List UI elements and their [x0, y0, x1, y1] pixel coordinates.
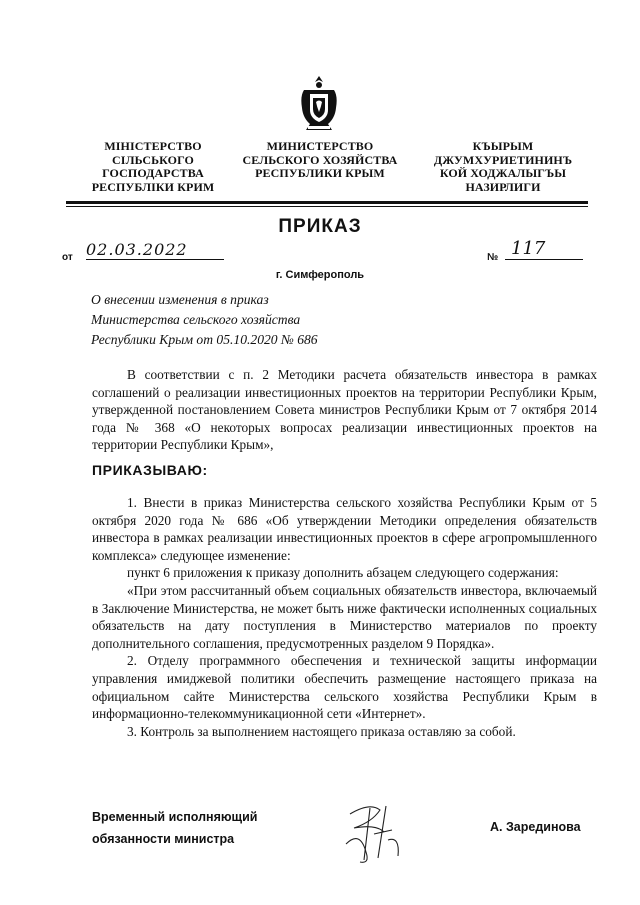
header-divider-thin [66, 206, 588, 207]
signatory-name: А. Зарединова [490, 820, 581, 834]
header-line: КОЙ ХОДЖАЛЫГЪЫ [439, 166, 567, 180]
signatory-title-line: обязанности министра [92, 832, 235, 846]
header-crimean-tatar [418, 140, 588, 194]
document-title: ПРИКАЗ [278, 216, 362, 237]
document-city: г. Симферополь [275, 269, 365, 281]
header-line: СЕЛЬСКОГО ХОЗЯЙСТВА [242, 152, 398, 167]
order-paragraphs [92, 494, 597, 740]
preamble-block [92, 366, 597, 454]
paragraph-1-clause: пункт 6 приложения к приказу дополнить абзацем следующего содержания: [127, 565, 559, 581]
header-line: ГОСПОДАРСТВА [102, 166, 204, 180]
header-line: КЪЫРЫМ [472, 139, 534, 153]
document-number: 117 [505, 238, 583, 260]
document-date: 02.03.2022 [86, 240, 224, 260]
crimea-coat-of-arms-icon [296, 74, 342, 134]
header-russian [232, 140, 408, 181]
header-line: МИНИСТЕРСТВО [266, 139, 374, 153]
header-line: РЕСПУБЛІКИ КРИМ [91, 179, 215, 194]
header-line: СІЛЬСЬКОГО [112, 152, 194, 167]
paragraph-1-quote: «При этом рассчитанный объем социальных обязательств инвестора, включаемый в Заключение Министерства, не может быть ниже фактически исполненных социальных обязательств на дату поступления в Министерство материалов по проекту дополнительного соглашения, предусмотренных разделом 9 Порядка». [92, 582, 597, 651]
order-word: ПРИКАЗЫВАЮ: [92, 462, 208, 478]
preamble-text: В соответствии с п. 2 Методики расчета обязательств инвестора в рамках соглашений о реализации инвестиционных проектов на территории Республики Крым, утвержденной постановлением Совета министров Республики Крым от 7 октября 2014 года № 368 «О некоторых вопросах реализации инвестиционных проектов на территории Республики Крым», [92, 367, 597, 453]
date-prefix: от [62, 252, 73, 263]
header-divider-thick [66, 201, 588, 204]
signatory-title-line: Временный исполняющий [92, 810, 258, 824]
header-line: РЕСПУБЛИКИ КРЫМ [255, 166, 385, 180]
subject-line: Министерства сельского хозяйства [91, 312, 301, 327]
paragraph-2: 2. Отделу программного обеспечения и технической защиты информации управления имиджевой политики обеспечить размещение настоящего приказа на официальном сайте Министерства сельского хозяйства Республики Крым в информационно-телекоммуникационной сети «Интернет». [92, 653, 597, 722]
handwritten-signature [340, 800, 410, 868]
paragraph-3: 3. Контроль за выполнением настоящего приказа оставляю за собой. [127, 723, 516, 739]
paragraph-1: 1. Внести в приказ Министерства сельского хозяйства Республики Крым от 5 октября 2020 года № 686 «Об утверждении Методики определения обязательств инвестора в рамках реализации инвестиционных проектов в сфере агропромышленного комплекса» следующее изменение: [92, 495, 597, 563]
header-line: НАЗИРЛИГИ [465, 179, 541, 194]
header-line: ДЖУМХУРИЕТИНИНЪ [433, 152, 573, 167]
document-subject [91, 290, 511, 350]
subject-line: О внесении изменения в приказ [91, 292, 269, 307]
signatory-title [92, 806, 257, 850]
header-line: МІНІСТЕРСТВО [104, 139, 202, 153]
number-prefix: № [487, 252, 499, 263]
header-ukrainian [78, 140, 228, 194]
subject-line: Республики Крым от 05.10.2020 № 686 [91, 332, 318, 347]
